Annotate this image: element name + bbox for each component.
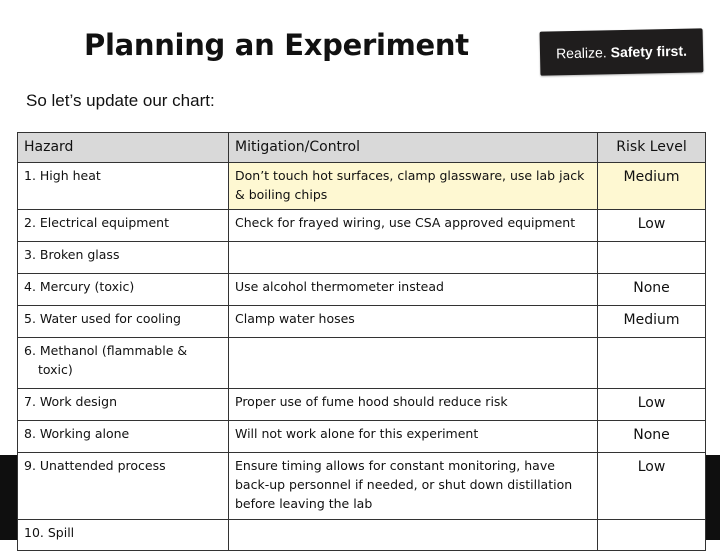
table-row [18, 389, 706, 421]
table-row [18, 242, 706, 274]
risk-cell: Medium [598, 306, 706, 338]
hazard-cell: 3. Broken glass [18, 242, 229, 274]
hazard-cell: 8. Working alone [18, 421, 229, 453]
risk-cell [598, 242, 706, 274]
logo-text-realize: Realize. [555, 44, 607, 62]
hazard-cell: 10. Spill [18, 520, 229, 551]
hazard-cell: 9. Unattended process [18, 453, 229, 520]
table-row [18, 210, 706, 242]
hazard-text-continued: toxic) [38, 362, 73, 377]
table-row [18, 520, 706, 551]
hazard-cell: 1. High heat [18, 163, 229, 210]
control-cell [229, 338, 598, 389]
risk-cell: Medium [598, 163, 706, 210]
control-cell: Check for frayed wiring, use CSA approved equipment [229, 210, 598, 242]
risk-cell: None [598, 274, 706, 306]
header-risk-level: Risk Level [598, 133, 706, 163]
table-row [18, 306, 706, 338]
logo-text-safety-first: Safety first. [610, 42, 688, 61]
hazard-table [17, 132, 706, 551]
table-row [18, 338, 706, 389]
risk-cell [598, 520, 706, 551]
control-cell: Use alcohol thermometer instead [229, 274, 598, 306]
table-row [18, 163, 706, 210]
control-cell: Don’t touch hot surfaces, clamp glassware, use lab jack & boiling chips [229, 163, 598, 210]
control-cell: Clamp water hoses [229, 306, 598, 338]
table-row [18, 274, 706, 306]
slide-subtitle: So let’s update our chart: [26, 91, 215, 110]
control-cell: Ensure timing allows for constant monitoring, have back-up personnel if needed, or shut down distillation before leaving the lab [229, 453, 598, 520]
hazard-text: 6. Methanol (flammable & [24, 343, 188, 358]
table-row [18, 421, 706, 453]
control-cell [229, 520, 598, 551]
risk-cell: None [598, 421, 706, 453]
control-cell: Will not work alone for this experiment [229, 421, 598, 453]
header-mitigation-control: Mitigation/Control [229, 133, 598, 163]
table-header-row [18, 133, 706, 163]
control-cell: Proper use of fume hood should reduce risk [229, 389, 598, 421]
slide-title: Planning an Experiment [84, 28, 469, 62]
brand-logo [540, 28, 704, 75]
hazard-cell [18, 338, 229, 389]
hazard-cell: 7. Work design [18, 389, 229, 421]
header-hazard: Hazard [18, 133, 229, 163]
risk-cell: Low [598, 389, 706, 421]
risk-cell: Low [598, 453, 706, 520]
risk-cell: Low [598, 210, 706, 242]
risk-cell [598, 338, 706, 389]
hazard-cell: 5. Water used for cooling [18, 306, 229, 338]
hazard-cell: 2. Electrical equipment [18, 210, 229, 242]
table-row [18, 453, 706, 520]
hazard-cell: 4. Mercury (toxic) [18, 274, 229, 306]
control-cell [229, 242, 598, 274]
